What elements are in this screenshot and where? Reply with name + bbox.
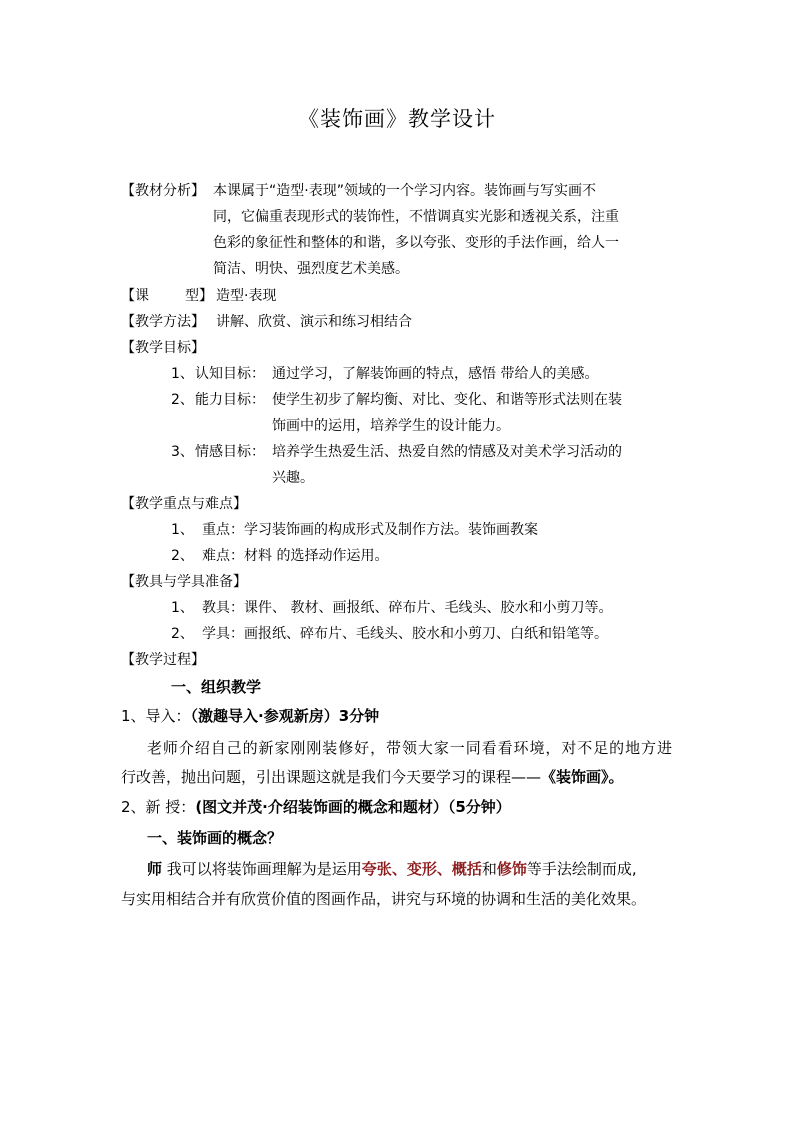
tool-num: 1、: [171, 600, 194, 616]
course-type-value: 造型·表现: [216, 288, 277, 304]
paragraph-line: [121, 767, 624, 787]
analysis-label: 【教材分析】: [121, 183, 205, 199]
goal-num: 1、: [171, 366, 194, 382]
paragraph-text: 等手法绘制而成,: [526, 860, 637, 878]
step-prefix: 2、新 授：: [121, 798, 196, 816]
section-heading: 一、组织教学: [171, 678, 262, 696]
keyword: 变形: [406, 860, 437, 878]
goal-text: 通过学习，了解装饰画的特点，感悟 带给人的美感。: [272, 366, 599, 382]
concept-heading: 一、装饰画的概念？: [147, 829, 283, 847]
goals-label: 【教学目标】: [121, 340, 205, 356]
analysis-line: 简洁、明快、强烈度艺术美感。: [213, 261, 409, 277]
step-detail: （激趣导入·参观新房）3分钟: [190, 707, 380, 725]
course-type-label-b: 型】: [185, 288, 213, 304]
step-new: [121, 797, 511, 817]
goal-name: 情感目标：: [195, 444, 265, 460]
goal-num: 3、: [171, 444, 194, 460]
teacher-mark: 师: [147, 860, 163, 878]
keypoint-num: 2、: [171, 548, 194, 564]
goal-name: 认知目标：: [195, 366, 265, 382]
tool-text: 教具：课件、 教材、画报纸、碎布片、毛线头、胶水和小剪刀等。: [202, 600, 613, 616]
keypoint-text: 难点：材料 的选择动作运用。: [202, 548, 389, 564]
course-title-ref: 《装饰画》。: [541, 768, 624, 786]
keypoints-label: 【教学重点与难点】: [121, 496, 247, 512]
tool-text: 学具：画报纸、碎布片、毛线头、胶水和小剪刀、白纸和铅笔等。: [202, 626, 608, 642]
separator: 、: [436, 860, 452, 878]
method-value: 讲解、欣赏、演示和练习相结合: [216, 314, 412, 330]
tools-label: 【教具与学具准备】: [121, 574, 247, 590]
course-type-label-a: 【课: [121, 288, 149, 304]
document-title: 《装饰画》教学设计: [298, 107, 496, 131]
step-prefix: 1、导入：: [121, 707, 191, 725]
paragraph-text: 行改善，抛出问题，引出课题这就是我们今天要学习的课程——: [121, 768, 542, 786]
goal-num: 2、: [171, 392, 194, 408]
analysis-line: 同，它偏重表现形式的装饰性，不惜调真实光影和透视关系，注重: [213, 209, 619, 225]
paragraph-line: 老师介绍自己的新家刚刚装修好，带领大家一同看看环境，对不足的地方进: [147, 739, 672, 757]
goal-text: 使学生初步了解均衡、对比、变化、和谐等形式法则在装: [272, 392, 622, 408]
analysis-line: 色彩的象征性和整体的和谐，多以夸张、变形的手法作画，给人一: [213, 235, 619, 251]
step-import: [121, 706, 379, 726]
analysis-line: 本课属于“造型·表现”领域的一个学习内容。装饰画与写实画不: [213, 183, 596, 199]
paragraph-line: [147, 859, 637, 879]
separator: 、: [391, 860, 407, 878]
separator: 和: [481, 860, 497, 878]
tool-num: 2、: [171, 626, 194, 642]
method-label: 【教学方法】: [121, 314, 205, 330]
process-label: 【教学过程】: [121, 652, 205, 668]
goal-name: 能力目标：: [195, 392, 265, 408]
paragraph-line: 与实用相结合并有欣赏价值的图画作品，讲究与环境的协调和生活的美化效果。: [121, 890, 647, 908]
keyword: 概括: [451, 860, 482, 878]
keypoint-text: 重点：学习装饰画的构成形式及制作方法。装饰画教案: [202, 522, 538, 538]
keyword: 修饰: [496, 860, 527, 878]
keyword: 夸张: [361, 860, 392, 878]
goal-text: 兴趣。: [272, 470, 314, 486]
paragraph-text: 我可以将装饰画理解为是运用: [162, 860, 362, 878]
goal-text: 饰画中的运用，培养学生的设计能力。: [272, 418, 510, 434]
step-detail: (图文并茂·介绍装饰画的概念和题材）（5分钟）: [195, 798, 511, 816]
goal-text: 培养学生热爱生活、热爱自然的情感及对美术学习活动的: [272, 444, 622, 460]
keypoint-num: 1、: [171, 522, 194, 538]
